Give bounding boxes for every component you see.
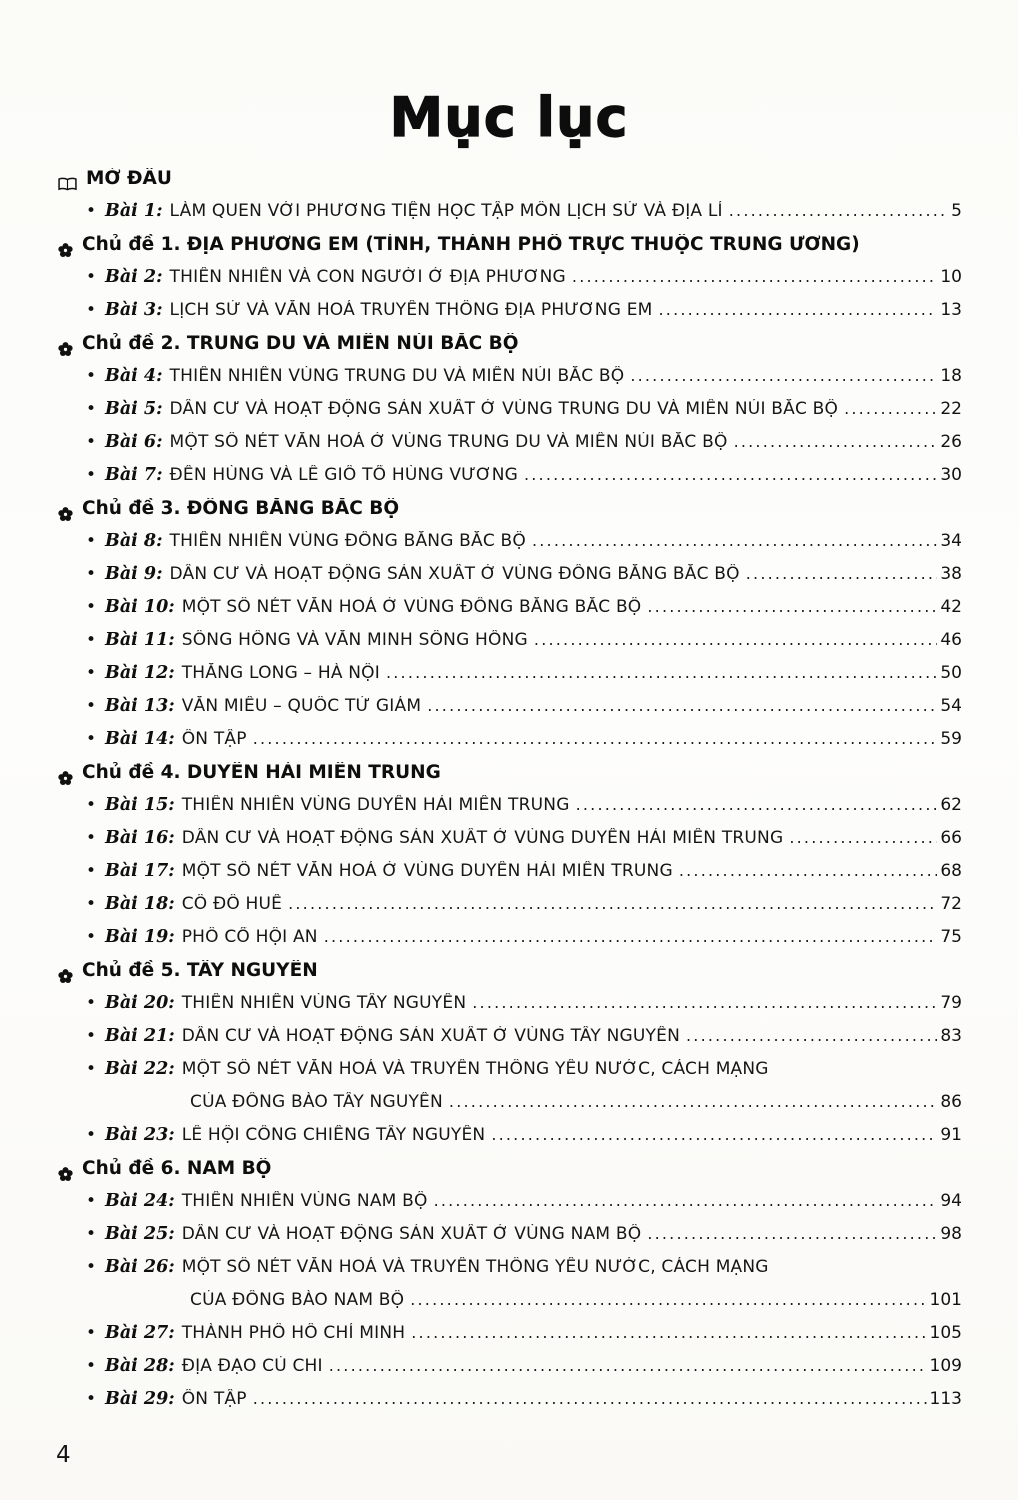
dot-leader [534, 630, 937, 650]
toc-entry [58, 729, 962, 762]
toc-entry [58, 1257, 962, 1290]
lesson-label: Bài 19: [105, 927, 175, 947]
lesson-label: Bài 4: [105, 366, 163, 386]
lesson-label: Bài 22: [105, 1059, 175, 1079]
lesson-page-number: 75 [940, 927, 962, 947]
lesson-page-number: 42 [940, 597, 962, 617]
lesson-label: Bài 6: [105, 432, 163, 452]
bullet-icon [86, 861, 96, 881]
toc-entry [58, 1356, 962, 1389]
bullet-icon [86, 1059, 96, 1079]
section-title: Chủ đề 6. NAM BỘ [82, 1158, 272, 1179]
lesson-title: THIÊN NHIÊN VÙNG DUYÊN HẢI MIỀN TRUNG [181, 795, 570, 815]
dot-leader [686, 1026, 937, 1046]
dot-leader [572, 267, 937, 287]
section-title: Chủ đề 3. ĐỒNG BẰNG BẮC BỘ [82, 498, 400, 519]
lesson-title: THIÊN NHIÊN VÙNG TRUNG DU VÀ MIỀN NÚI BẮC BỘ [169, 366, 625, 386]
lesson-page-number: 86 [940, 1092, 962, 1112]
lesson-page-number: 13 [940, 300, 962, 320]
lesson-title: DÂN CƯ VÀ HOẠT ĐỘNG SẢN XUẤT Ở VÙNG ĐỒNG BẰNG BẮC BỘ [169, 564, 740, 584]
lesson-page-number: 98 [940, 1224, 962, 1244]
toc-entry [58, 1191, 962, 1224]
dot-leader [491, 1125, 937, 1145]
lesson-title: PHỐ CỔ HỘI AN [181, 927, 318, 947]
toc-entry [58, 1026, 962, 1059]
dot-leader [679, 861, 938, 881]
dot-leader [734, 432, 938, 452]
lesson-page-number: 62 [940, 795, 962, 815]
section-title: Chủ đề 5. TÂY NGUYÊN [82, 960, 318, 981]
bullet-icon [86, 696, 96, 716]
bullet-icon [86, 663, 96, 683]
lesson-label: Bài 18: [105, 894, 175, 914]
lesson-page-number: 79 [940, 993, 962, 1013]
lesson-page-number: 26 [940, 432, 962, 452]
lesson-label: Bài 16: [105, 828, 175, 848]
toc-entry [58, 1389, 962, 1422]
lesson-title-continued: CỦA ĐỒNG BÀO TÂY NGUYÊN [190, 1092, 443, 1112]
bullet-icon [86, 366, 96, 386]
dot-leader [729, 201, 948, 221]
lesson-page-number: 109 [929, 1356, 962, 1376]
bullet-icon [86, 828, 96, 848]
lesson-title: MỘT SỐ NÉT VĂN HOÁ Ở VÙNG TRUNG DU VÀ MIỀN NÚI BẮC BỘ [169, 432, 728, 452]
lesson-title: DÂN CƯ VÀ HOẠT ĐỘNG SẢN XUẤT Ở VÙNG TRUNG DU VÀ MIỀN NÚI BẮC BỘ [169, 399, 839, 419]
dot-leader [253, 729, 938, 749]
section-header [58, 234, 962, 267]
lesson-page-number: 72 [940, 894, 962, 914]
section-header [58, 333, 962, 366]
dot-leader [789, 828, 937, 848]
toc-entry [58, 927, 962, 960]
dot-leader [411, 1323, 926, 1343]
dot-leader [386, 663, 937, 683]
lesson-label: Bài 25: [105, 1224, 175, 1244]
dot-leader [434, 1191, 938, 1211]
bullet-icon [86, 267, 96, 287]
bullet-icon [86, 630, 96, 650]
toc-entry [58, 1323, 962, 1356]
lesson-title: VĂN MIẾU – QUỐC TỬ GIÁM [181, 696, 422, 716]
flower-icon [58, 771, 73, 786]
lesson-page-number: 113 [929, 1389, 962, 1409]
lesson-title-continued: CỦA ĐỒNG BÀO NAM BỘ [190, 1290, 405, 1310]
lesson-title: MỘT SỐ NÉT VĂN HOÁ VÀ TRUYỀN THỐNG YÊU NƯỚC, CÁCH MẠNG [181, 1059, 769, 1079]
dot-leader [746, 564, 938, 584]
lesson-page-number: 30 [940, 465, 962, 485]
bullet-icon [86, 894, 96, 914]
lesson-label: Bài 23: [105, 1125, 175, 1145]
lesson-label: Bài 15: [105, 795, 175, 815]
table-of-contents [58, 168, 962, 1422]
section-title: MỞ ĐẦU [86, 168, 172, 189]
bullet-icon [86, 1257, 96, 1277]
toc-entry [58, 861, 962, 894]
lesson-page-number: 5 [951, 201, 962, 221]
toc-entry [58, 630, 962, 663]
bullet-icon [86, 300, 96, 320]
lesson-page-number: 66 [940, 828, 962, 848]
lesson-label: Bài 17: [105, 861, 175, 881]
section-header [58, 1158, 962, 1191]
bullet-icon [86, 564, 96, 584]
lesson-page-number: 83 [940, 1026, 962, 1046]
lesson-page-number: 46 [940, 630, 962, 650]
flower-icon [58, 243, 73, 258]
bullet-icon [86, 1389, 96, 1409]
bullet-icon [86, 531, 96, 551]
lesson-label: Bài 5: [105, 399, 163, 419]
lesson-page-number: 91 [940, 1125, 962, 1145]
toc-entry [58, 300, 962, 333]
page-number: 4 [56, 1442, 71, 1468]
lesson-label: Bài 2: [105, 267, 163, 287]
flower-icon [58, 507, 73, 522]
toc-entry [58, 399, 962, 432]
dot-leader [324, 927, 938, 947]
toc-entry [58, 828, 962, 861]
book-icon [58, 177, 77, 192]
lesson-label: Bài 13: [105, 696, 175, 716]
lesson-title: DÂN CƯ VÀ HOẠT ĐỘNG SẢN XUẤT Ở VÙNG NAM BỘ [181, 1224, 642, 1244]
dot-leader [288, 894, 937, 914]
lesson-label: Bài 1: [105, 201, 163, 221]
dot-leader [410, 1290, 926, 1310]
bullet-icon [86, 729, 96, 749]
section-title: Chủ đề 1. ĐỊA PHƯƠNG EM (TỈNH, THÀNH PHỐ TRỰC THUỘC TRUNG ƯƠNG) [82, 234, 860, 255]
dot-leader [449, 1092, 937, 1112]
dot-leader [630, 366, 937, 386]
bullet-icon [86, 201, 96, 221]
lesson-label: Bài 27: [105, 1323, 175, 1343]
bullet-icon [86, 1191, 96, 1211]
bullet-icon [86, 927, 96, 947]
lesson-page-number: 101 [929, 1290, 962, 1310]
toc-entry [58, 1059, 962, 1092]
toc-entry [58, 564, 962, 597]
lesson-page-number: 34 [940, 531, 962, 551]
bullet-icon [86, 597, 96, 617]
toc-entry [58, 366, 962, 399]
lesson-label: Bài 20: [105, 993, 175, 1013]
section-title: Chủ đề 4. DUYÊN HẢI MIỀN TRUNG [82, 762, 441, 783]
toc-entry [58, 267, 962, 300]
bullet-icon [86, 1323, 96, 1343]
lesson-page-number: 38 [940, 564, 962, 584]
lesson-title: MỘT SỐ NÉT VĂN HOÁ Ở VÙNG ĐỒNG BẰNG BẮC BỘ [181, 597, 642, 617]
lesson-page-number: 94 [940, 1191, 962, 1211]
bullet-icon [86, 1125, 96, 1145]
lesson-label: Bài 29: [105, 1389, 175, 1409]
toc-entry-continuation [58, 1092, 962, 1125]
toc-entry [58, 531, 962, 564]
lesson-label: Bài 14: [105, 729, 175, 749]
toc-entry [58, 696, 962, 729]
lesson-title: ÔN TẬP [181, 1389, 247, 1409]
lesson-label: Bài 12: [105, 663, 175, 683]
lesson-title: THIÊN NHIÊN VÙNG TÂY NGUYÊN [181, 993, 467, 1013]
bullet-icon [86, 399, 96, 419]
lesson-page-number: 10 [940, 267, 962, 287]
flower-icon [58, 969, 73, 984]
lesson-title: THIÊN NHIÊN VÙNG NAM BỘ [181, 1191, 428, 1211]
lesson-page-number: 18 [940, 366, 962, 386]
lesson-title: LỄ HỘI CỒNG CHIÊNG TÂY NGUYÊN [181, 1125, 486, 1145]
bullet-icon [86, 465, 96, 485]
toc-entry-continuation [58, 1290, 962, 1323]
lesson-title: CỐ ĐÔ HUẾ [181, 894, 283, 914]
section-header [58, 168, 962, 201]
lesson-label: Bài 9: [105, 564, 163, 584]
toc-entry [58, 663, 962, 696]
lesson-title: MỘT SỐ NÉT VĂN HOÁ VÀ TRUYỀN THỐNG YÊU NƯỚC, CÁCH MẠNG [181, 1257, 769, 1277]
dot-leader [427, 696, 937, 716]
dot-leader [576, 795, 938, 815]
lesson-label: Bài 7: [105, 465, 163, 485]
section-header [58, 498, 962, 531]
lesson-label: Bài 28: [105, 1356, 175, 1376]
toc-entry [58, 465, 962, 498]
lesson-title: ĐỀN HÙNG VÀ LỄ GIỖ TỔ HÙNG VƯƠNG [169, 465, 518, 485]
lesson-page-number: 68 [940, 861, 962, 881]
lesson-title: SÔNG HỒNG VÀ VĂN MINH SÔNG HỒNG [181, 630, 528, 650]
dot-leader [524, 465, 937, 485]
toc-entry [58, 201, 962, 234]
lesson-page-number: 105 [929, 1323, 962, 1343]
lesson-label: Bài 11: [105, 630, 175, 650]
page-title: Mục lục [389, 86, 629, 149]
dot-leader [647, 1224, 937, 1244]
dot-leader [532, 531, 937, 551]
flower-icon [58, 1167, 73, 1182]
section-header [58, 960, 962, 993]
toc-entry [58, 432, 962, 465]
lesson-title: THIÊN NHIÊN VÙNG ĐỒNG BẰNG BẮC BỘ [169, 531, 526, 551]
lesson-label: Bài 21: [105, 1026, 175, 1046]
lesson-title: THĂNG LONG – HÀ NỘI [181, 663, 380, 683]
bullet-icon [86, 1356, 96, 1376]
dot-leader [659, 300, 938, 320]
lesson-title: ÔN TẬP [181, 729, 247, 749]
bullet-icon [86, 1224, 96, 1244]
toc-entry [58, 1125, 962, 1158]
dot-leader [472, 993, 937, 1013]
lesson-title: MỘT SỐ NÉT VĂN HOÁ Ở VÙNG DUYÊN HẢI MIỀN TRUNG [181, 861, 673, 881]
lesson-label: Bài 3: [105, 300, 163, 320]
lesson-title: THIÊN NHIÊN VÀ CON NGƯỜI Ở ĐỊA PHƯƠNG [169, 267, 566, 287]
flower-icon [58, 342, 73, 357]
bullet-icon [86, 993, 96, 1013]
dot-leader [844, 399, 937, 419]
toc-entry [58, 894, 962, 927]
lesson-title: ĐỊA ĐẠO CỦ CHI [181, 1356, 323, 1376]
dot-leader [647, 597, 937, 617]
lesson-page-number: 50 [940, 663, 962, 683]
lesson-label: Bài 10: [105, 597, 175, 617]
dot-leader [253, 1389, 927, 1409]
section-title: Chủ đề 2. TRUNG DU VÀ MIỀN NÚI BẮC BỘ [82, 333, 519, 354]
toc-entry [58, 993, 962, 1026]
lesson-title: LÀM QUEN VỚI PHƯƠNG TIỆN HỌC TẬP MÔN LỊCH SỬ VÀ ĐỊA LÍ [169, 201, 723, 221]
section-header [58, 762, 962, 795]
lesson-label: Bài 26: [105, 1257, 175, 1277]
dot-leader [329, 1356, 927, 1376]
lesson-label: Bài 24: [105, 1191, 175, 1211]
toc-entry [58, 795, 962, 828]
lesson-title: DÂN CƯ VÀ HOẠT ĐỘNG SẢN XUẤT Ở VÙNG TÂY NGUYÊN [181, 1026, 681, 1046]
bullet-icon [86, 795, 96, 815]
lesson-page-number: 54 [940, 696, 962, 716]
toc-entry [58, 597, 962, 630]
lesson-title: DÂN CƯ VÀ HOẠT ĐỘNG SẢN XUẤT Ở VÙNG DUYÊN HẢI MIỀN TRUNG [181, 828, 784, 848]
lesson-page-number: 59 [940, 729, 962, 749]
bullet-icon [86, 432, 96, 452]
lesson-title: THÀNH PHỐ HỒ CHÍ MINH [181, 1323, 406, 1343]
lesson-title: LỊCH SỬ VÀ VĂN HOÁ TRUYỀN THỐNG ĐỊA PHƯƠNG EM [169, 300, 653, 320]
bullet-icon [86, 1026, 96, 1046]
toc-entry [58, 1224, 962, 1257]
lesson-page-number: 22 [940, 399, 962, 419]
lesson-label: Bài 8: [105, 531, 163, 551]
